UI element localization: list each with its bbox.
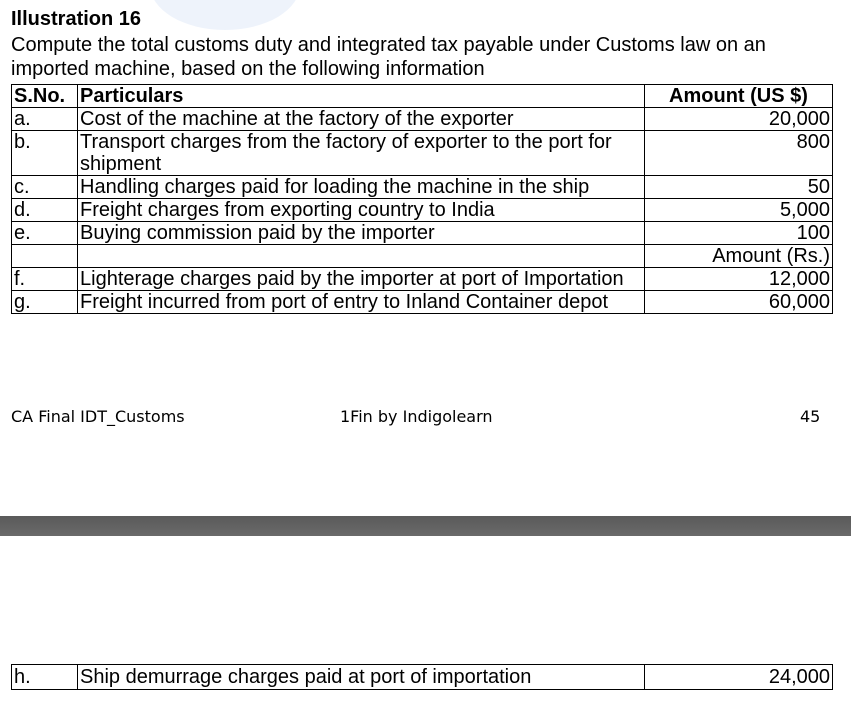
footer-course: CA Final IDT_Customs <box>11 407 185 426</box>
table-row <box>12 199 833 222</box>
table-row <box>12 222 833 245</box>
row-amount: 50 <box>645 176 833 199</box>
footer-page-number: 45 <box>800 407 821 426</box>
row-amount: 20,000 <box>645 108 833 131</box>
particulars-table <box>11 84 833 314</box>
row-amount: 12,000 <box>645 268 833 291</box>
row-sno: d. <box>12 199 78 222</box>
watermark-logo <box>150 0 300 30</box>
table-row <box>12 665 833 690</box>
illustration-title: Illustration 16 <box>11 8 142 30</box>
row-amount: 800 <box>645 131 833 176</box>
page-separator <box>0 516 851 536</box>
illustration-intro: Compute the total customs duty and integrated tax payable under Customs law on an imported machine, based on the following information <box>11 34 766 80</box>
header-sno: S.No. <box>12 85 78 108</box>
row-amount: 60,000 <box>645 291 833 314</box>
row-particulars: Freight incurred from port of entry to Inland Container depot <box>78 291 645 314</box>
row-amount-subheader: Amount (Rs.) <box>645 245 833 268</box>
particulars-table-continued <box>11 664 833 690</box>
row-particulars: Ship demurrage charges paid at port of importation <box>78 665 645 690</box>
row-sno: h. <box>12 665 78 690</box>
row-particulars <box>78 245 645 268</box>
row-sno: f. <box>12 268 78 291</box>
footer-brand: 1Fin by Indigolearn <box>340 407 493 426</box>
table-row <box>12 131 833 176</box>
header-amount: Amount (US $) <box>645 85 833 108</box>
row-particulars: Freight charges from exporting country to India <box>78 199 645 222</box>
row-particulars: Transport charges from the factory of exporter to the port for shipment <box>78 131 645 176</box>
row-amount: 24,000 <box>645 665 833 690</box>
table-row <box>12 176 833 199</box>
header-particulars: Particulars <box>78 85 645 108</box>
row-amount: 5,000 <box>645 199 833 222</box>
row-particulars: Cost of the machine at the factory of the exporter <box>78 108 645 131</box>
table-row <box>12 291 833 314</box>
row-sno: a. <box>12 108 78 131</box>
table-row <box>12 108 833 131</box>
table-header-row <box>12 85 833 108</box>
row-sno: e. <box>12 222 78 245</box>
row-particulars: Lighterage charges paid by the importer at port of Importation <box>78 268 645 291</box>
row-sno: c. <box>12 176 78 199</box>
row-amount: 100 <box>645 222 833 245</box>
table-row <box>12 268 833 291</box>
row-sno: g. <box>12 291 78 314</box>
page-2 <box>0 536 851 702</box>
row-particulars: Buying commission paid by the importer <box>78 222 645 245</box>
row-sno <box>12 245 78 268</box>
table-row <box>12 245 833 268</box>
row-sno: b. <box>12 131 78 176</box>
row-particulars: Handling charges paid for loading the machine in the ship <box>78 176 645 199</box>
